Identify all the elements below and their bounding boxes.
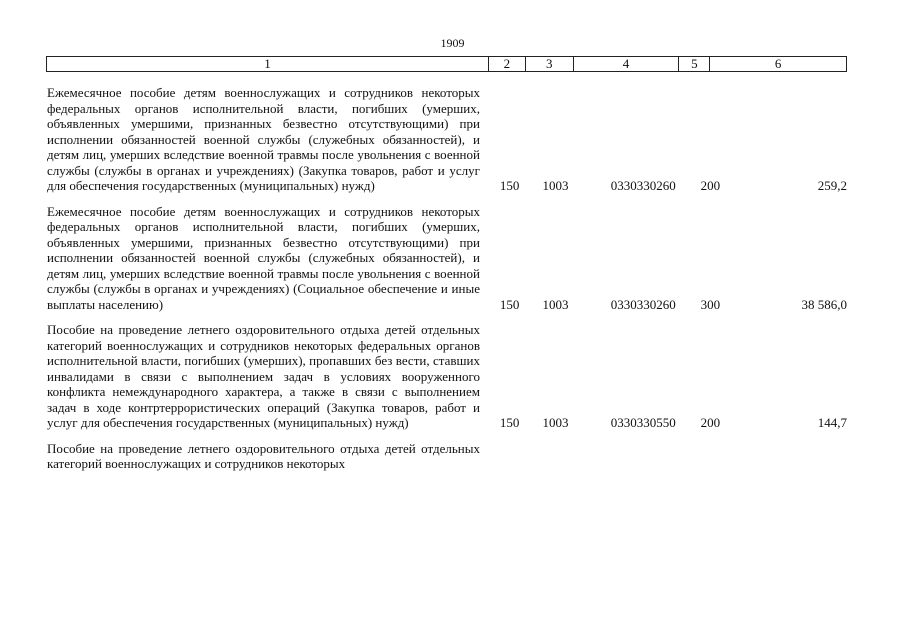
row-col-3: 1003: [542, 178, 569, 193]
header-col-2: 2: [489, 57, 526, 71]
table-row: [47, 204, 847, 313]
table-body: [47, 85, 847, 482]
table-row: [47, 85, 847, 194]
row-col-2: 150: [499, 296, 520, 312]
header-col-4: 4: [574, 57, 680, 71]
header-col-1: 1: [47, 57, 489, 71]
table-row: [47, 322, 847, 431]
row-col-5: 200: [700, 415, 721, 430]
table-header: [46, 56, 847, 72]
row-col-2: 150: [499, 415, 520, 430]
row-description: Ежемесячное пособие детям военнослужащих и сотрудников некоторых федеральных органов исполнительной власти, погибших (умерших, объявленных умершими, признанных безвестно отсутствующими) при исполнении обязанностей военной службы (служебных обязанностей), и детям лиц, умерших вследствие военной травмы после увольнения с военной службы (службы в органах и учреждениях) (Социальное обеспечение и иные выплаты населению): [47, 203, 480, 312]
row-col-3: 1003: [542, 296, 569, 312]
row-col-4: 0330330260: [610, 296, 676, 312]
row-col-3: 1003: [542, 415, 569, 430]
header-col-5: 5: [679, 57, 710, 71]
header-col-3: 3: [526, 57, 574, 71]
row-col-4: 0330330550: [610, 415, 676, 430]
table-row: [47, 441, 847, 472]
row-description: Пособие на проведение летнего оздоровительного отдыха детей отдельных категорий военнослужащих и сотрудников некоторых федеральных органов исполнительной власти, погибших (умерших), пропавших без вести, ставших инвалидами в связи с выполнением задач в условиях вооруженного конфликта немеждународного характера, а также в связи с выполнением задач в ходе контртеррористических операций (Закупка товаров, работ и услуг для обеспечения государственных (муниципальных) нужд): [47, 322, 480, 430]
row-col-6: 259,2: [817, 178, 847, 193]
row-col-5: 200: [700, 178, 721, 193]
row-col-6: 38 586,0: [801, 296, 847, 312]
row-description: Пособие на проведение летнего оздоровительного отдыха детей отдельных категорий военнослужащих и сотрудников некоторых: [47, 440, 480, 471]
row-col-5: 300: [700, 296, 721, 312]
row-col-6: 144,7: [817, 415, 847, 430]
row-col-2: 150: [499, 178, 520, 193]
header-col-6: 6: [774, 56, 782, 71]
row-description: Ежемесячное пособие детям военнослужащих и сотрудников некоторых федеральных органов исполнительной власти, погибших (умерших, объявленных умершими, признанных безвестно отсутствующими) при исполнении обязанностей военной службы (служебных обязанностей), и детям лиц, умерших вследствие военной травмы после увольнения с военной службы (службы в органах и учреждениях) (Закупка товаров, работ и услуг для обеспечения государственных (муниципальных) нужд): [47, 85, 480, 193]
row-col-4: 0330330260: [610, 178, 676, 193]
page-number: 1909: [440, 36, 465, 50]
